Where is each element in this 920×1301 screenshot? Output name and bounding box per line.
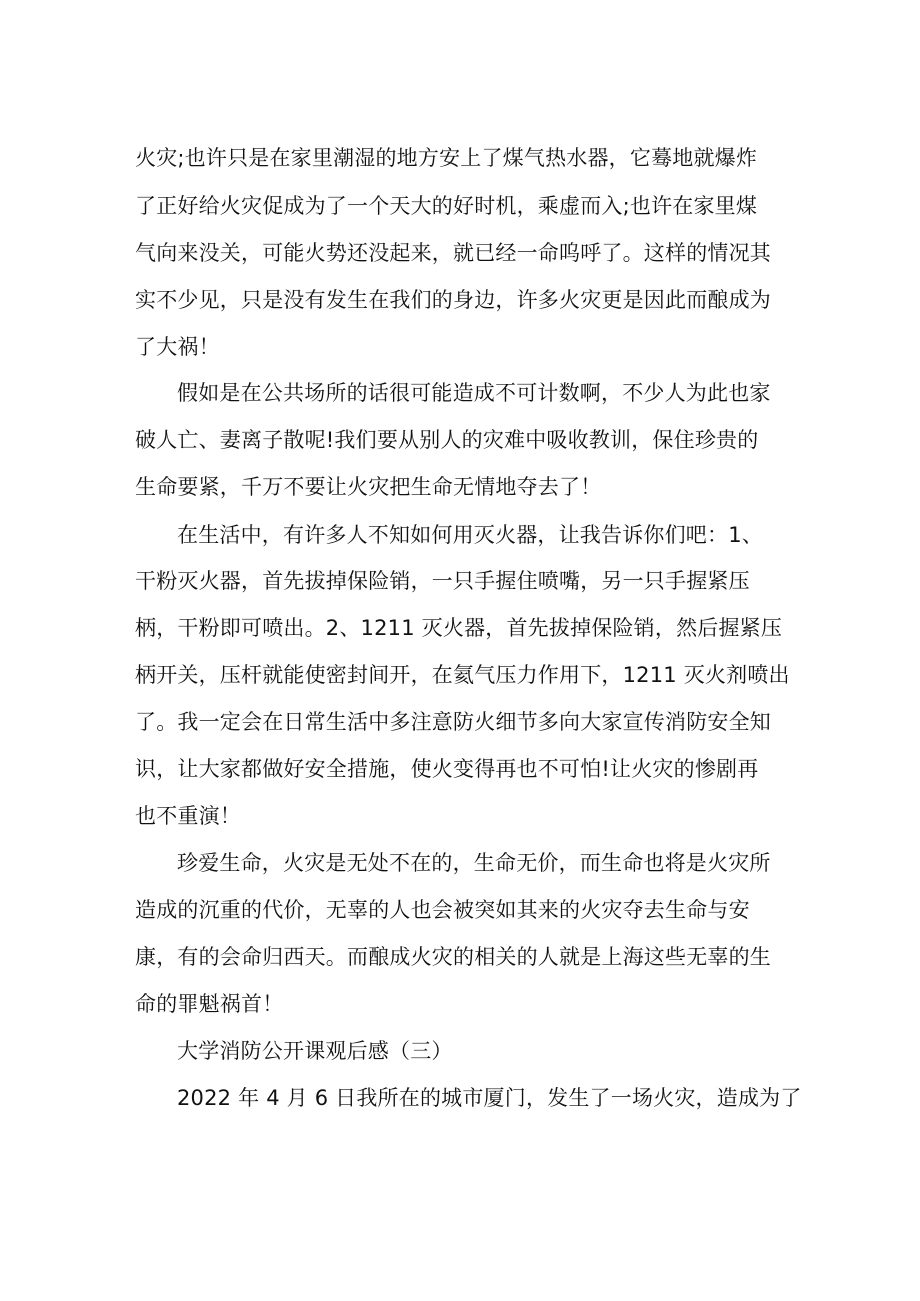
- paragraph-start-line: 珍爱生命，火灾是无处不在的，生命无价，而生命也将是火灾所: [177, 851, 771, 875]
- section-heading: 大学消防公开课观后感（三）: [177, 1039, 453, 1063]
- text-line: 了大祸！: [135, 335, 220, 359]
- text-line: 也不重演！: [135, 804, 241, 828]
- text-line: 识，让大家都做好安全措施，使火变得再也不可怕!让火灾的惨剧再: [135, 757, 759, 781]
- text-line: 了正好给火灾促成为了一个天大的好时机，乘虚而入;也许在家里煤: [135, 194, 758, 218]
- text-line: 柄，干粉即可喷出。2、1211 灭火器，首先拔掉保险销，然后握紧压: [135, 616, 783, 640]
- text-line: 命的罪魁祸首！: [135, 992, 284, 1016]
- text-line: 柄开关，压杆就能使密封间开，在氦气压力作用下，1211 灭火剂喷出: [135, 663, 790, 687]
- paragraph-start-line: 在生活中，有许多人不知如何用灭火器，让我告诉你们吧：1、: [177, 523, 763, 547]
- text-line: 生命要紧，千万不要让火灾把生命无情地夺去了！: [135, 475, 602, 499]
- text-line: 破人亡、妻离子散呢!我们要从别人的灾难中吸收教训，保住珍贵的: [135, 428, 759, 452]
- text-line: 造成的沉重的代价，无辜的人也会被突如其来的火灾夺去生命与安: [135, 898, 750, 922]
- text-line: 火灾;也许只是在家里潮湿的地方安上了煤气热水器，它蓦地就爆炸: [135, 146, 758, 170]
- text-line: 实不少见，只是没有发生在我们的身边，许多火灾更是因此而酿成为: [135, 288, 771, 312]
- text-line: 了。我一定会在日常生活中多注意防火细节多向大家宣传消防安全知: [135, 710, 771, 734]
- paragraph-start-line: 假如是在公共场所的话很可能造成不可计数啊，不少人为此也家: [177, 381, 771, 405]
- text-line: 干粉灭火器，首先拔掉保险销，一只手握住喷嘴，另一只手握紧压: [135, 569, 750, 593]
- text-line: 康，有的会命归西天。而酿成火灾的相关的人就是上海这些无辜的生: [135, 945, 771, 969]
- paragraph-start-line: 2022 年 4 月 6 日我所在的城市厦门，发生了一场火灾，造成为了: [177, 1086, 802, 1110]
- text-line: 气向来没关，可能火势还没起来，就已经一命呜呼了。这样的情况其: [135, 241, 771, 265]
